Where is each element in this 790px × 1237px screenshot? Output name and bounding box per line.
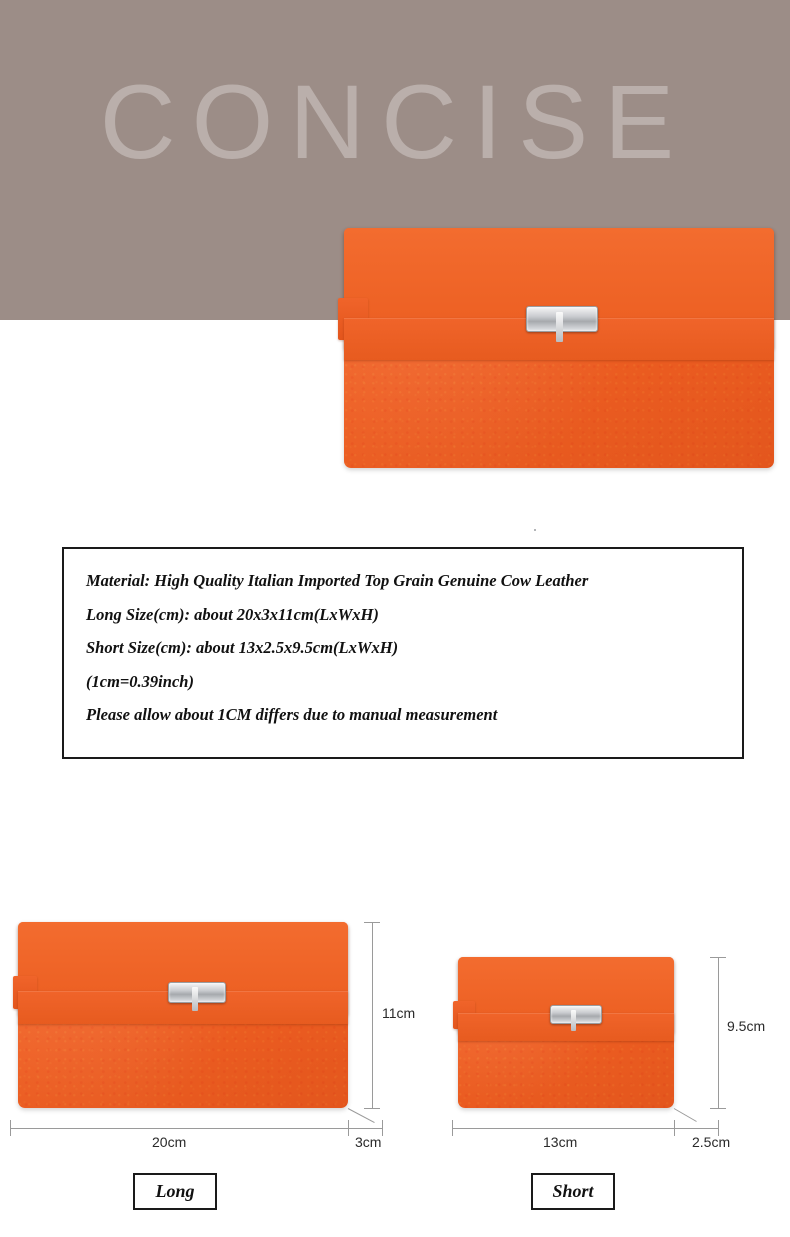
- long-width-rule: [10, 1128, 348, 1129]
- long-depth-rule: [348, 1128, 382, 1129]
- long-width-label: 20cm: [152, 1134, 187, 1150]
- wallet-clasp-pin: [571, 1010, 576, 1031]
- short-depth-rule: [674, 1128, 718, 1129]
- long-depth-tick-right: [382, 1120, 383, 1136]
- info-line-long-size: Long Size(cm): about 20x3x11cm(LxWxH): [86, 604, 379, 624]
- short-name-box: Short: [531, 1173, 615, 1210]
- long-height-label: 11cm: [382, 1005, 416, 1021]
- product-info-box: [62, 547, 744, 759]
- wallet-clasp-bar: [534, 529, 536, 531]
- short-depth-label: 2.5cm: [692, 1134, 731, 1150]
- long-depth-label: 3cm: [355, 1134, 382, 1150]
- short-width-tick-left: [452, 1120, 453, 1136]
- short-width-rule: [452, 1128, 674, 1129]
- short-height-rule: [718, 957, 719, 1108]
- product-wallet-long: [18, 922, 348, 1108]
- long-height-tick-bottom: [364, 1108, 380, 1109]
- long-depth-diagonal: [348, 1108, 375, 1123]
- short-height-tick-top: [710, 957, 726, 958]
- wallet-clasp-pin: [192, 987, 198, 1011]
- short-width-label: 13cm: [543, 1134, 578, 1150]
- info-line-unit-conversion: (1cm=0.39inch): [86, 671, 194, 691]
- wallet-clasp: [550, 1005, 602, 1024]
- long-width-tick-left: [10, 1120, 11, 1136]
- long-name-box: Long: [133, 1173, 217, 1210]
- info-line-measurement-note: Please allow about 1CM differs due to manual measurement: [86, 705, 498, 724]
- short-height-label: 9.5cm: [727, 1018, 766, 1034]
- wallet-clasp-pin: [556, 312, 563, 342]
- info-line-material: Material: High Quality Italian Imported Top Grain Genuine Cow Leather: [86, 571, 589, 590]
- product-wallet-hero: [344, 228, 774, 468]
- short-height-tick-bottom: [710, 1108, 726, 1109]
- dimension-section: [0, 900, 790, 1237]
- product-wallet-short: [458, 957, 674, 1108]
- long-height-tick-top: [364, 922, 380, 923]
- short-depth-diagonal: [674, 1108, 697, 1122]
- long-height-rule: [372, 922, 373, 1108]
- hero-watermark-text: CONCISE: [99, 64, 691, 181]
- info-line-short-size: Short Size(cm): about 13x2.5x9.5cm(LxWxH): [86, 638, 399, 657]
